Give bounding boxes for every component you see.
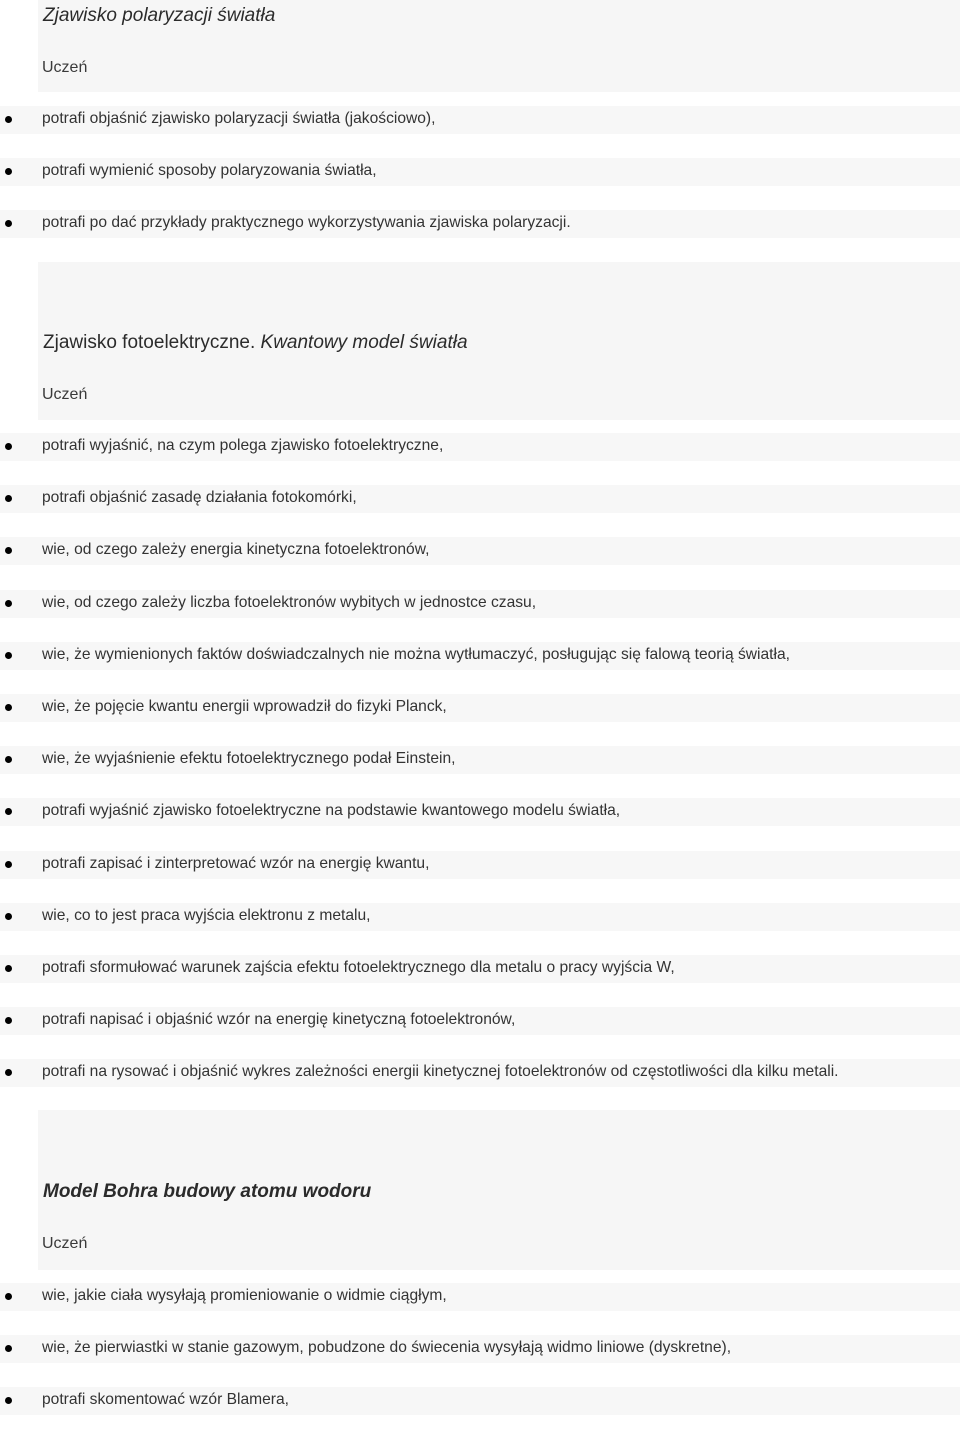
list-item-text: potrafi objaśnić zasadę działania fotokomórki, [42,489,357,507]
list-item [0,642,960,694]
list-item-text: potrafi zapisać i zinterpretować wzór na energię kwantu, [42,854,430,872]
list-item [0,485,960,537]
section-subtitle: Uczeń [42,386,88,403]
list-item-text: wie, że pojęcie kwantu energii wprowadził do fizyki Planck, [42,697,447,715]
list-item [0,1059,960,1111]
bullet-icon [5,1293,12,1300]
list-item-text: potrafi po dać przykłady praktycznego wykorzystywania zjawiska polaryzacji. [42,214,571,232]
list-item-text: potrafi wymienić sposoby polaryzowania światła, [42,162,377,180]
list-item [0,106,960,158]
list-item [0,1387,960,1439]
list-item-text: potrafi wyjaśnić, na czym polega zjawisko fotoelektryczne, [42,437,444,454]
list-item-text: potrafi sformułować warunek zajścia efektu fotoelektrycznego dla metalu o pracy wyjścia W, [42,958,675,976]
list-item-text: wie, od czego zależy liczba fotoelektronów wybitych w jednostce czasu, [42,593,537,611]
item-list-fotoelektryczne [0,433,960,1111]
list-item-text: wie, że wymienionych faktów doświadczalnych nie można wytłumaczyć, posługując się falową teorią światła, [42,645,790,663]
list-item [0,1283,960,1335]
bullet-icon [5,443,12,450]
list-item [0,694,960,746]
item-list-polaryzacja [0,106,960,263]
section-subtitle: Uczeń [42,59,88,76]
list-item-text: wie, jakie ciała wysyłają promieniowanie o widmie ciągłym, [42,1287,447,1304]
section-title-part: Kwantowy model światła [260,332,468,353]
bullet-icon [5,965,12,972]
list-item-text: potrafi wyjaśnić zjawisko fotoelektryczne na podstawie kwantowego modelu światła, [42,802,621,820]
bullet-icon [5,600,12,607]
list-item-text: potrafi napisać i objaśnić wzór na energię kinetyczną fotoelektronów, [42,1011,516,1029]
list-item [0,798,960,850]
list-item-text: potrafi na rysować i objaśnić wykres zależności energii kinetycznej fotoelektronów od częstotliwości dla kilku metali. [42,1063,839,1081]
list-item-text: wie, że pierwiastki w stanie gazowym, pobudzone do świecenia wysyłają widmo liniowe (dyskretne), [42,1339,732,1357]
list-item [0,537,960,589]
list-item [0,955,960,1007]
section-title-part: Zjawisko fotoelektryczne. [43,332,261,353]
section-title-polaryzacja: Zjawisko polaryzacji światła [43,5,276,26]
bullet-icon [5,652,12,659]
list-item-text: wie, co to jest praca wyjścia elektronu z metalu, [42,906,371,924]
bullet-icon [5,1017,12,1024]
list-item [0,158,960,210]
list-item [0,1335,960,1387]
bullet-icon [5,913,12,920]
list-item-text: potrafi skomentować wzór Blamera, [42,1391,289,1409]
bullet-icon [5,861,12,868]
list-item [0,210,960,262]
list-item [0,433,960,485]
section-title-fotoelektryczne [43,332,468,354]
list-item [0,1007,960,1059]
list-item [0,590,960,642]
list-item-text: wie, od czego zależy energia kinetyczna fotoelektronów, [42,541,430,559]
list-item [0,746,960,798]
item-list-bohr [0,1283,960,1440]
section-subtitle: Uczeń [42,1235,88,1252]
bullet-icon [5,116,12,123]
list-item [0,903,960,955]
list-item-text: potrafi objaśnić zjawisko polaryzacji światła (jakościowo), [42,110,436,127]
bullet-icon [5,704,12,711]
section-title-bohr: Model Bohra budowy atomu wodoru [43,1181,372,1202]
list-item-text: wie, że wyjaśnienie efektu fotoelektrycznego podał Einstein, [42,750,456,768]
list-item [0,851,960,903]
